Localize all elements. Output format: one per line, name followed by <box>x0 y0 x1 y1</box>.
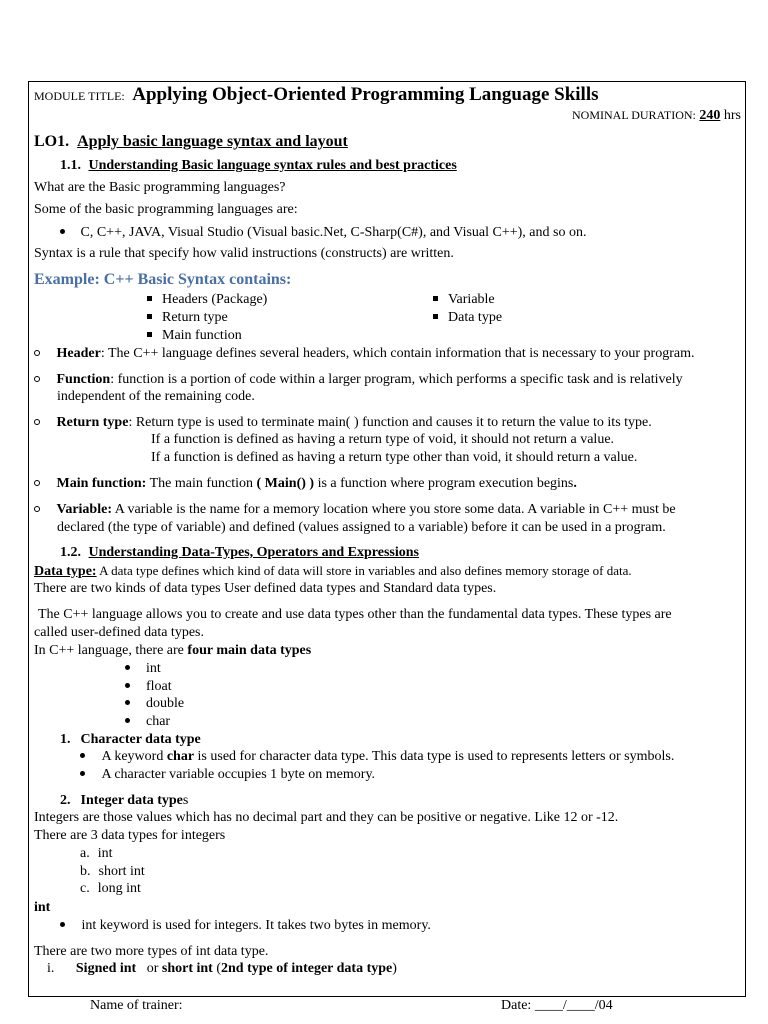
bullet-icon <box>60 229 65 234</box>
example-right-item-1: Variable <box>433 292 495 308</box>
data-type-kinds: There are two kinds of data types User defined data types and Standard data types. <box>34 581 497 596</box>
bullet-icon <box>125 700 130 705</box>
example-heading: Example: C++ Basic Syntax contains: <box>34 271 292 288</box>
section-1-1-heading <box>60 158 457 174</box>
char-bullet-2: A character variable occupies 1 byte on memory. <box>80 767 375 783</box>
date-field: Date: ____/____/04 <box>501 998 613 1013</box>
languages-text: C, C++, JAVA, Visual Studio (Visual basic.Net, C-Sharp(C#), and Visual C++), and so on. <box>80 225 587 240</box>
intro-some: Some of the basic programming languages are: <box>34 202 298 217</box>
int-sub-b: b. short int <box>80 864 145 879</box>
user-defined-para-1: The C++ language allows you to create and use data types other than the fundamental data types. These types are <box>38 607 672 622</box>
duration-value: 240 <box>699 108 721 123</box>
char-section-heading: 1. Character data type <box>60 732 201 747</box>
int-description: Integers are those values which has no decimal part and they can be positive or negative. Like 12 or -12. <box>34 810 619 825</box>
bullet-icon <box>125 718 130 723</box>
circle-bullet-icon <box>34 350 40 356</box>
bullet-icon <box>125 665 130 670</box>
square-bullet-icon <box>433 296 438 301</box>
main-function-definition: Main function: The main function ( Main() ) is a function where program execution begins. <box>34 476 577 492</box>
circle-bullet-icon <box>34 376 40 382</box>
data-type-definition: Data type: A data type defines which kind of data will store in variables and also defines memory storage of data. <box>34 563 632 579</box>
bullet-icon <box>80 753 85 758</box>
example-left-item-1: Headers (Package) <box>147 292 267 308</box>
return-type-non-void: If a function is defined as having a return type other than void, it should return a value. <box>151 450 638 465</box>
type-item-double: double <box>125 696 184 712</box>
example-left-item-3: Main function <box>147 328 242 344</box>
example-right-item-2: Data type <box>433 310 502 326</box>
languages-list-item <box>60 225 586 241</box>
bullet-icon <box>60 922 65 927</box>
trainer-name-field: Name of trainer: <box>90 998 183 1013</box>
square-bullet-icon <box>147 314 152 319</box>
module-title-row <box>34 84 599 105</box>
square-bullet-icon <box>433 314 438 319</box>
section-1-1-title: Understanding Basic language syntax rules and best practices <box>88 158 457 173</box>
type-item-char: char <box>125 714 170 730</box>
return-type-definition: Return type: Return type is used to terminate main( ) function and causes it to return the value to its type. <box>34 415 652 431</box>
signed-int-item: i. Signed int or short int (2nd type of integer data type) <box>47 961 397 976</box>
int-three-types: There are 3 data types for integers <box>34 828 226 843</box>
duration-label: NOMINAL DURATION: <box>571 108 696 122</box>
duration-unit: hrs <box>723 108 741 123</box>
nominal-duration <box>572 107 741 124</box>
user-defined-para-2: called user-defined data types. <box>34 625 204 640</box>
square-bullet-icon <box>147 332 152 337</box>
char-bullet-1: A keyword char is used for character data type. This data type is used to represents letters or symbols. <box>80 749 674 765</box>
circle-bullet-icon <box>34 506 40 512</box>
intro-question: What are the Basic programming languages? <box>34 180 286 195</box>
page-border <box>28 81 746 997</box>
section-1-2-title: Understanding Data-Types, Operators and Expressions <box>88 545 419 560</box>
circle-bullet-icon <box>34 480 40 486</box>
square-bullet-icon <box>147 296 152 301</box>
bullet-icon <box>80 771 85 776</box>
module-title-label: MODULE TITLE: <box>34 89 125 103</box>
section-1-2-heading: 1.2. Understanding Data-Types, Operators and Expressions <box>60 545 419 560</box>
int-section-heading: 2. Integer data types <box>60 793 189 808</box>
four-main-types: In C++ language, there are four main data types <box>34 643 312 658</box>
function-definition: Function: function is a portion of code within a larger program, which performs a specific task and is relatively <box>34 372 683 388</box>
lo1-title: Apply basic language syntax and layout <box>77 133 348 150</box>
lo1-number: LO1. <box>34 133 70 150</box>
example-left-item-2: Return type <box>147 310 228 326</box>
int-sub-a: a. int <box>80 846 113 861</box>
function-definition-cont: independent of the remaining code. <box>57 389 255 404</box>
type-item-int: int <box>125 661 161 677</box>
int-keyword-bullet: int keyword is used for integers. It takes two bytes in memory. <box>60 918 431 934</box>
int-label: int <box>34 900 51 915</box>
header-definition: Header: The C++ language defines several headers, which contain information that is necessary to your program. <box>34 346 694 362</box>
bullet-icon <box>125 683 130 688</box>
type-item-float: float <box>125 679 172 695</box>
int-more-types: There are two more types of int data type. <box>34 944 269 959</box>
syntax-definition: Syntax is a rule that specify how valid instructions (constructs) are written. <box>34 246 454 261</box>
section-1-1-number: 1.1. <box>60 158 81 173</box>
variable-definition: Variable: A variable is the name for a memory location where you store some data. A variable in C++ must be <box>34 502 676 518</box>
variable-definition-cont: declared (the type of variable) and defined (values assigned to a variable) before it can be used in a program. <box>57 520 666 535</box>
return-type-void: If a function is defined as having a return type of void, it should not return a value. <box>151 432 615 447</box>
circle-bullet-icon <box>34 419 40 425</box>
module-title: Applying Object-Oriented Programming Language Skills <box>132 84 599 105</box>
lo1-heading <box>34 134 348 150</box>
int-sub-c: c. long int <box>80 881 141 896</box>
